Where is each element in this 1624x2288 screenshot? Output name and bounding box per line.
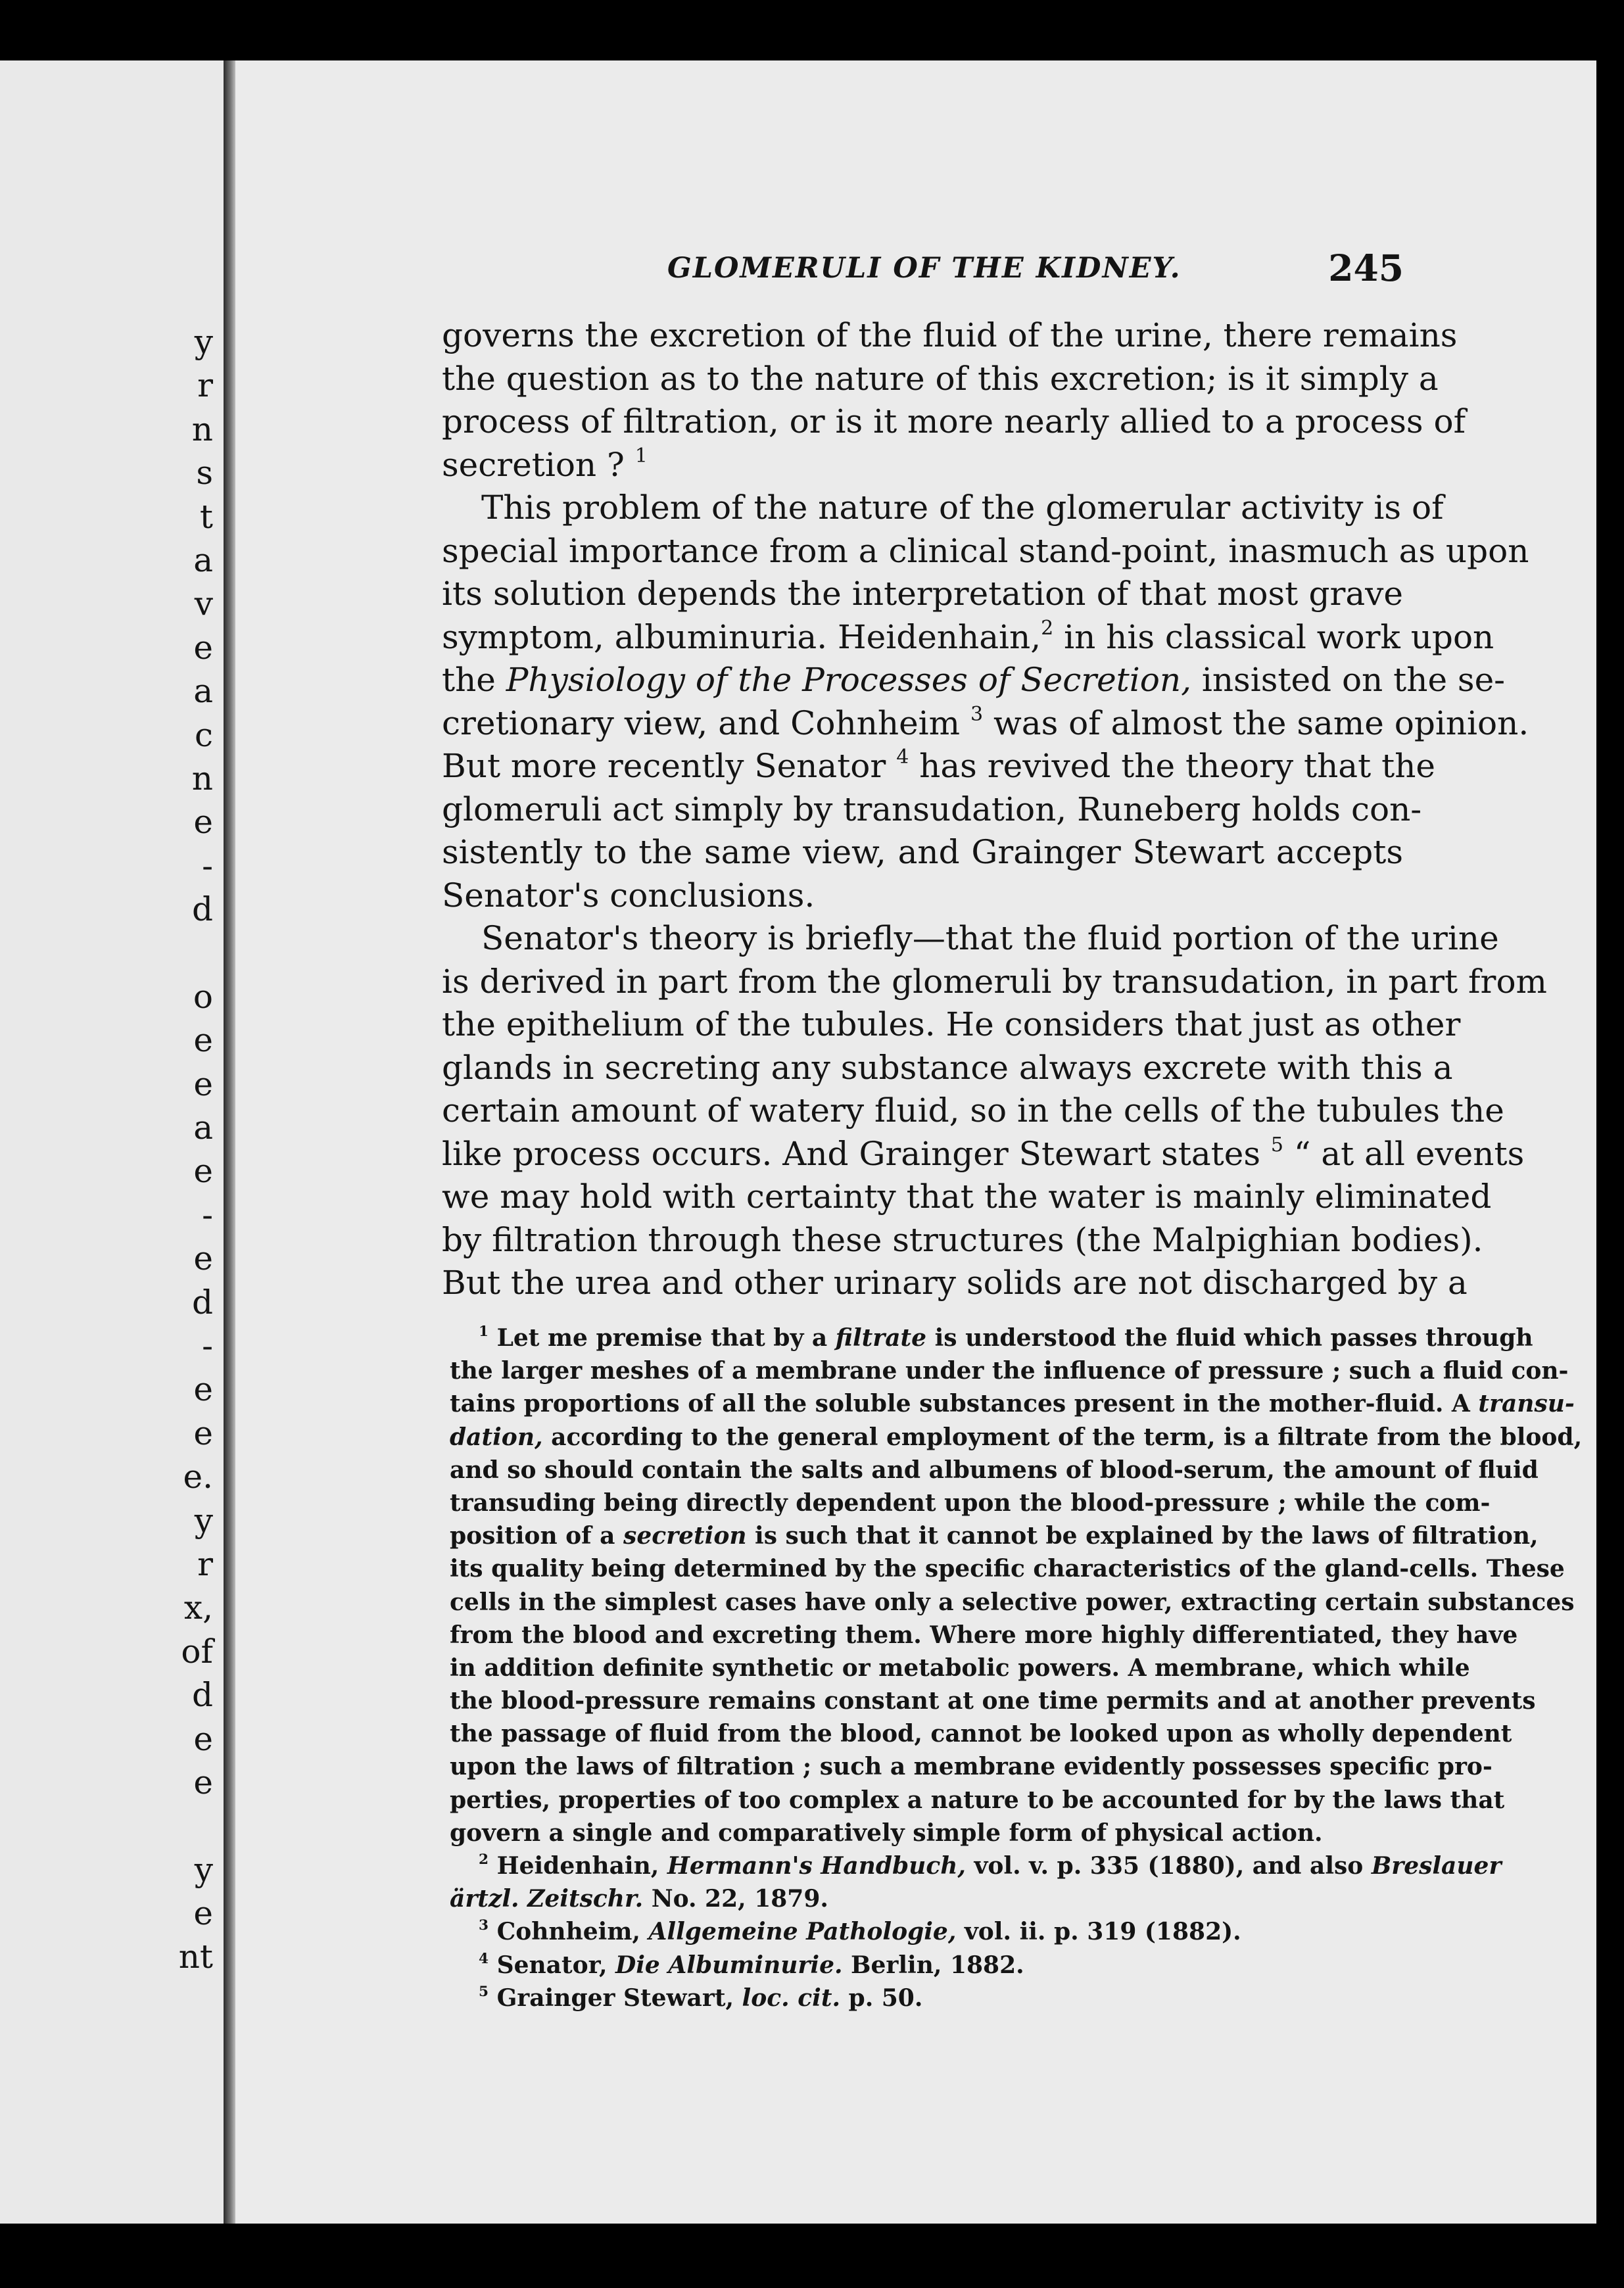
- margin-letter: -: [202, 1195, 213, 1234]
- margin-letter: -: [202, 846, 213, 885]
- text-line: special importance from a clinical stand-point, inasmuch as upon: [442, 531, 1529, 570]
- footnote-line: the blood-pressure remains constant at one time permits and at another prevents: [450, 1687, 1536, 1715]
- margin-letter: o: [193, 977, 213, 1016]
- footnote-line: $^3$ Cohnheim, Allgemeine Pathologie, vol. ii. p. 319 (1882).: [479, 1917, 1241, 1946]
- margin-letter: e: [193, 1239, 213, 1278]
- margin-letter: of: [181, 1632, 213, 1671]
- margin-letter: e: [193, 1763, 213, 1801]
- margin-letter: [174, 1804, 213, 1847]
- margin-letter: e: [193, 628, 213, 667]
- text-line: This problem of the nature of the glomerular activity is of: [481, 489, 1444, 527]
- margin-letter: nt: [178, 1938, 213, 1976]
- text-line: we may hold with certainty that the water is mainly eliminated: [442, 1178, 1492, 1216]
- footnote-line: and so should contain the salts and albumens of blood-serum, the amount of fluid: [450, 1456, 1539, 1484]
- body-text: [442, 314, 1547, 1305]
- text-line: its solution depends the interpretation of that most grave: [442, 575, 1403, 613]
- margin-letter: e: [193, 1064, 213, 1103]
- left-page-edge: [0, 60, 224, 2224]
- footnote-ref: 5: [1270, 1133, 1284, 1156]
- text-line: is derived in part from the glomeruli by transudation, in part from: [442, 962, 1547, 1001]
- margin-letter: a: [193, 672, 213, 711]
- footnote-line: cells in the simplest cases have only a selective power, extracting certain substances: [450, 1588, 1575, 1616]
- footnote-line: from the blood and excreting them. Where more highly differentiated, they have: [450, 1621, 1518, 1649]
- text-line: But the urea and other urinary solids are not discharged by a: [442, 1264, 1468, 1302]
- margin-letter: e: [193, 1021, 213, 1060]
- text-line: process of filtration, or is it more nearly allied to a process of: [442, 402, 1466, 441]
- margin-letter: n: [191, 759, 213, 798]
- margin-letter: e: [193, 1894, 213, 1933]
- footnote-line: its quality being determined by the specific characteristics of the gland-cells. These: [450, 1555, 1565, 1583]
- footnote-line: in addition definite synthetic or metabolic powers. A membrane, which while: [450, 1654, 1470, 1682]
- book-spine: [224, 60, 235, 2224]
- margin-letter: s: [196, 454, 213, 492]
- footnote-marker: 2: [479, 1851, 489, 1868]
- margin-letter: e.: [183, 1458, 213, 1496]
- footnote-ref: 2: [1041, 616, 1054, 640]
- text-line: like process occurs. And Grainger Stewart states $^5$ “ at all events: [442, 1133, 1525, 1173]
- text-line: by filtration through these structures (the Malpighian bodies).: [442, 1220, 1483, 1259]
- footnote-line: upon the laws of filtration ; such a membrane evidently possesses specific pro-: [450, 1753, 1493, 1781]
- footnote-line: ärtzl. Zeitschr. No. 22, 1879.: [450, 1885, 828, 1913]
- margin-letter: y: [194, 323, 213, 361]
- running-title: GLOMERULI OF THE KIDNEY.: [667, 252, 1182, 285]
- footnote-line: perties, properties of too complex a nature to be accounted for by the laws that: [450, 1786, 1505, 1814]
- footnote-line: transuding being directly dependent upon the blood-pressure ; while the com-: [450, 1489, 1491, 1517]
- margin-letter: e: [193, 1719, 213, 1758]
- margin-letter: x,: [183, 1588, 213, 1627]
- text-line: governs the excretion of the fluid of the urine, there remains: [442, 316, 1458, 354]
- margin-letter: y: [194, 1501, 213, 1540]
- margin-letter: r: [197, 366, 213, 405]
- margin-letter: n: [191, 410, 213, 448]
- running-head: [667, 247, 1404, 293]
- margin-letter: e: [193, 1370, 213, 1409]
- footnote-line: $^1$ Let me premise that by a filtrate is understood the fluid which passes through: [479, 1323, 1533, 1352]
- margin-letter: e: [193, 803, 213, 842]
- footnote-marker: 4: [479, 1950, 489, 1967]
- footnote-line: dation, according to the general employment of the term, is a filtrate from the blood,: [450, 1423, 1583, 1451]
- footnote-ref: 1: [634, 444, 648, 467]
- margin-letter: r: [197, 1544, 213, 1583]
- margin-letter: a: [193, 540, 213, 579]
- margin-letter: y: [194, 1850, 213, 1889]
- text-line: But more recently Senator $^4$ has revived the theory that the: [442, 746, 1435, 785]
- margin-letter: [174, 931, 213, 974]
- margin-letter: d: [191, 1283, 213, 1322]
- text-line: secretion ? $^1$: [442, 444, 648, 484]
- page-number: 245: [1328, 247, 1404, 289]
- text-line: sistently to the same view, and Grainger Stewart accepts: [442, 833, 1403, 871]
- margin-letter: t: [199, 497, 213, 536]
- footnote-ref: 4: [896, 746, 909, 769]
- text-line: glands in secreting any substance always excrete with this a: [442, 1048, 1453, 1087]
- book-title: Physiology of the Processes of Secretion,: [506, 661, 1191, 699]
- margin-letter: c: [194, 715, 213, 754]
- text-line: certain amount of watery fluid, so in the cells of the tubules the: [442, 1091, 1504, 1130]
- footnote-marker: 5: [479, 1983, 489, 2000]
- footnote-line: $^2$ Heidenhain, Hermann's Handbuch, vol. v. p. 335 (1880), and also Breslauer: [479, 1851, 1502, 1880]
- text-line: Senator's conclusions.: [442, 876, 815, 915]
- footnote-line: $^4$ Senator, Die Albuminurie. Berlin, 1882.: [479, 1950, 1024, 1979]
- footnote-line: $^5$ Grainger Stewart, loc. cit. p. 50.: [479, 1983, 923, 2012]
- footnote-marker: 3: [479, 1917, 489, 1934]
- footnotes: [450, 1322, 1583, 2014]
- margin-letter: d: [191, 890, 213, 929]
- text-line: the Physiology of the Processes of Secretion, insisted on the se-: [442, 661, 1506, 699]
- footnote-line: the larger meshes of a membrane under the influence of pressure ; such a fluid con-: [450, 1357, 1569, 1385]
- footnote-line: position of a secretion is such that it cannot be explained by the laws of filtration,: [450, 1522, 1539, 1550]
- footnote-marker: 1: [479, 1323, 489, 1340]
- footnote-line: the passage of fluid from the blood, cannot be looked upon as wholly dependent: [450, 1720, 1512, 1748]
- text-line: Senator's theory is briefly—that the fluid portion of the urine: [481, 919, 1499, 957]
- margin-letter: d: [191, 1676, 213, 1715]
- margin-letter: v: [194, 584, 213, 623]
- footnote-ref: 3: [970, 702, 984, 726]
- text-line: cretionary view, and Cohnheim $^3$ was of almost the same opinion.: [442, 702, 1529, 742]
- text-line: the epithelium of the tubules. He considers that just as other: [442, 1005, 1461, 1043]
- margin-letter: e: [193, 1414, 213, 1452]
- left-page-margin-text: [174, 320, 213, 1979]
- margin-letter: -: [202, 1326, 213, 1365]
- text-line: glomeruli act simply by transudation, Runeberg holds con-: [442, 790, 1422, 828]
- text-line: the question as to the nature of this excretion; is it simply a: [442, 359, 1439, 398]
- text-line: symptom, albuminuria. Heidenhain,$^2$ in his classical work upon: [442, 616, 1494, 656]
- footnote-line: tains proportions of all the soluble substances present in the mother-fluid. A transu-: [450, 1390, 1575, 1418]
- footnote-line: govern a single and comparatively simple form of physical action.: [450, 1819, 1323, 1847]
- margin-letter: e: [193, 1152, 213, 1191]
- margin-letter: a: [193, 1108, 213, 1147]
